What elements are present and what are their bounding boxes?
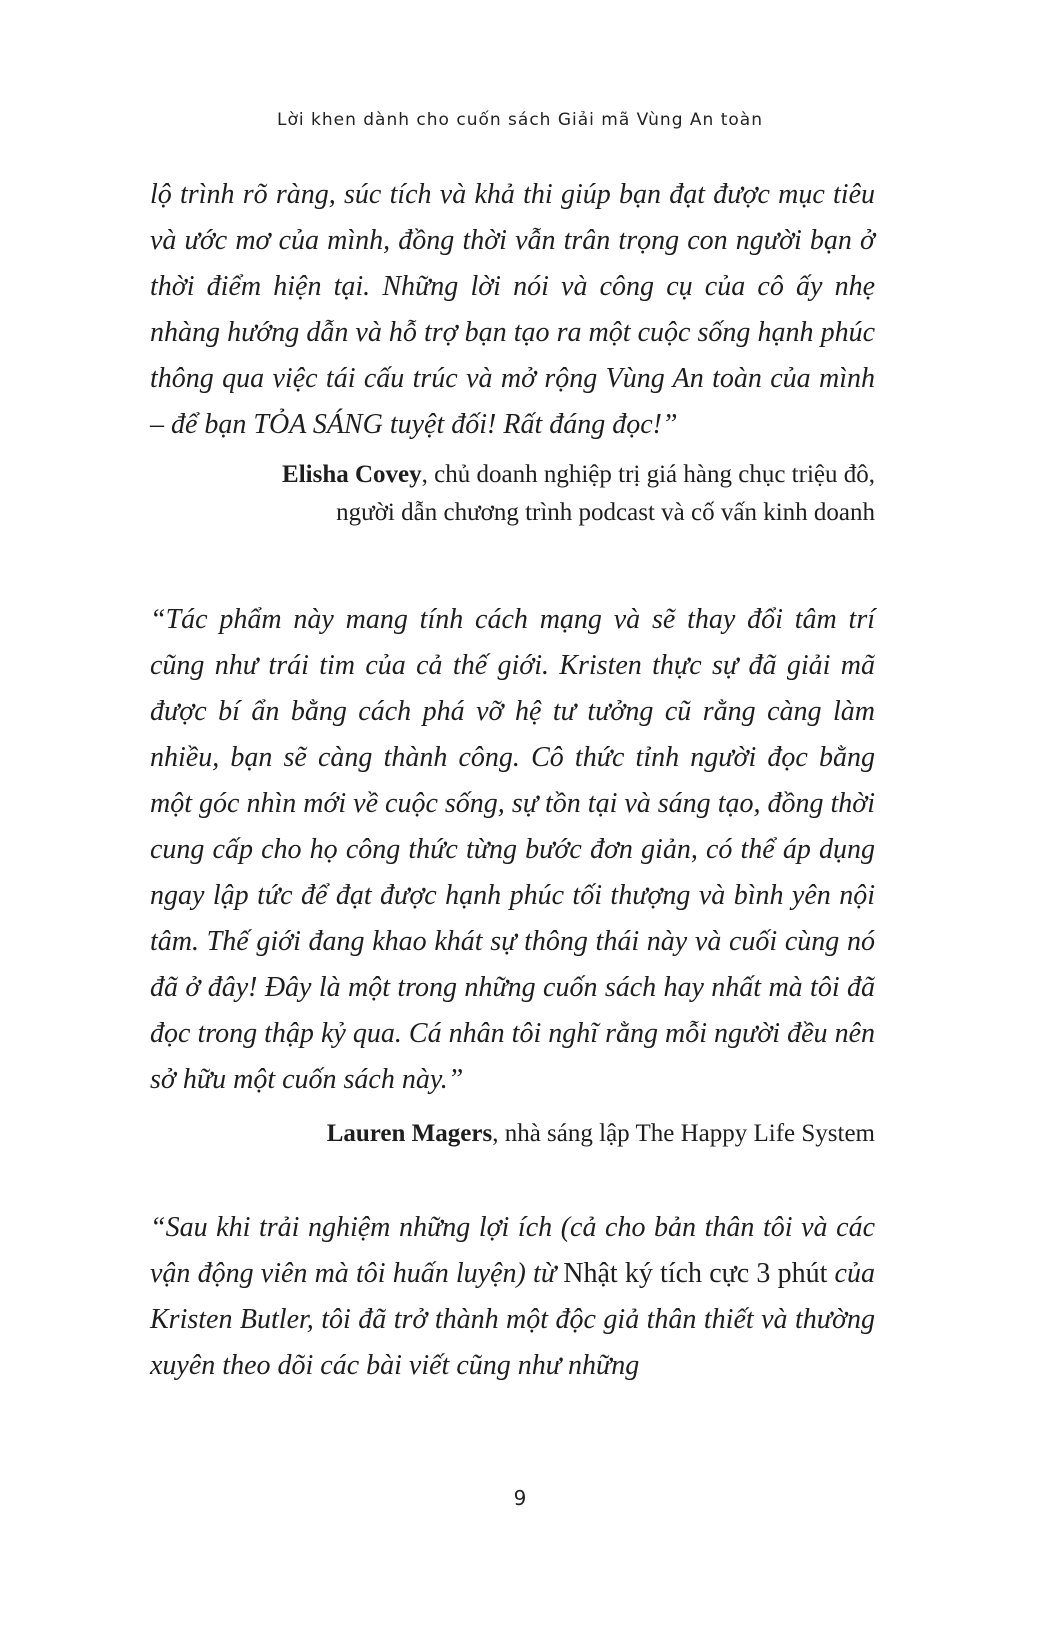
- testimonial-third: [150, 1205, 875, 1389]
- testimonial-elisha-covey: [150, 172, 875, 532]
- quote-text-start: “Sau khi trải nghiệm những lợi ích (cả cho bản thân tôi và các vận động viên mà tôi huấn luyện) từ: [150, 1212, 875, 1289]
- quote-text-end: của Kristen Butler, tôi đã trở thành một độc giả thân thiết và thường xuyên theo dõi các bài viết cũng như những: [150, 1258, 875, 1381]
- testimonial-quote: lộ trình rõ ràng, súc tích và khả thi giúp bạn đạt được mục tiêu và ước mơ của mình, đồng thời vẫn trân trọng con người bạn ở thời điểm hiện tại. Những lời nói và công cụ của cô ấy nhẹ nhàng hướng dẫn và hỗ trợ bạn tạo ra một cuộc sống hạnh phúc thông qua việc tái cấu trúc và mở rộng Vùng An toàn của mình – để bạn TỎA SÁNG tuyệt đối! Rất đáng đọc!”: [150, 179, 875, 440]
- author-role: , chủ doanh nghiệp trị giá hàng chục triệu đô,: [421, 461, 875, 488]
- author-role-continued: người dẫn chương trình podcast và cố vấn kinh doanh: [336, 499, 875, 526]
- running-header: Lời khen dành cho cuốn sách Giải mã Vùng An toàn: [277, 110, 763, 130]
- testimonial-attribution: [150, 456, 875, 532]
- author-name: Lauren Magers: [326, 1120, 493, 1147]
- testimonial-quote: [150, 1205, 875, 1389]
- author-name: Elisha Covey: [282, 461, 422, 488]
- testimonial-attribution: [150, 1115, 875, 1153]
- page-number: 9: [513, 1486, 527, 1510]
- author-role: , nhà sáng lập The Happy Life System: [492, 1120, 875, 1147]
- book-title: Nhật ký tích cực 3 phút: [563, 1258, 828, 1289]
- testimonial-lauren-magers: [150, 597, 875, 1153]
- testimonial-quote: “Tác phẩm này mang tính cách mạng và sẽ thay đổi tâm trí cũng như trái tim của cả thế giới. Kristen thực sự đã giải mã được bí ẩn bằng cách phá vỡ hệ tư tưởng cũ rằng càng làm nhiều, bạn sẽ càng thành công. Cô thức tỉnh người đọc bằng một góc nhìn mới về cuộc sống, sự tồn tại và sáng tạo, đồng thời cung cấp cho họ công thức từng bước đơn giản, có thể áp dụng ngay lập tức để đạt được hạnh phúc tối thượng và bình yên nội tâm. Thế giới đang khao khát sự thông thái này và cuối cùng nó đã ở đây! Đây là một trong những cuốn sách hay nhất mà tôi đã đọc trong thập kỷ qua. Cá nhân tôi nghĩ rằng mỗi người đều nên sở hữu một cuốn sách này.”: [150, 604, 875, 1095]
